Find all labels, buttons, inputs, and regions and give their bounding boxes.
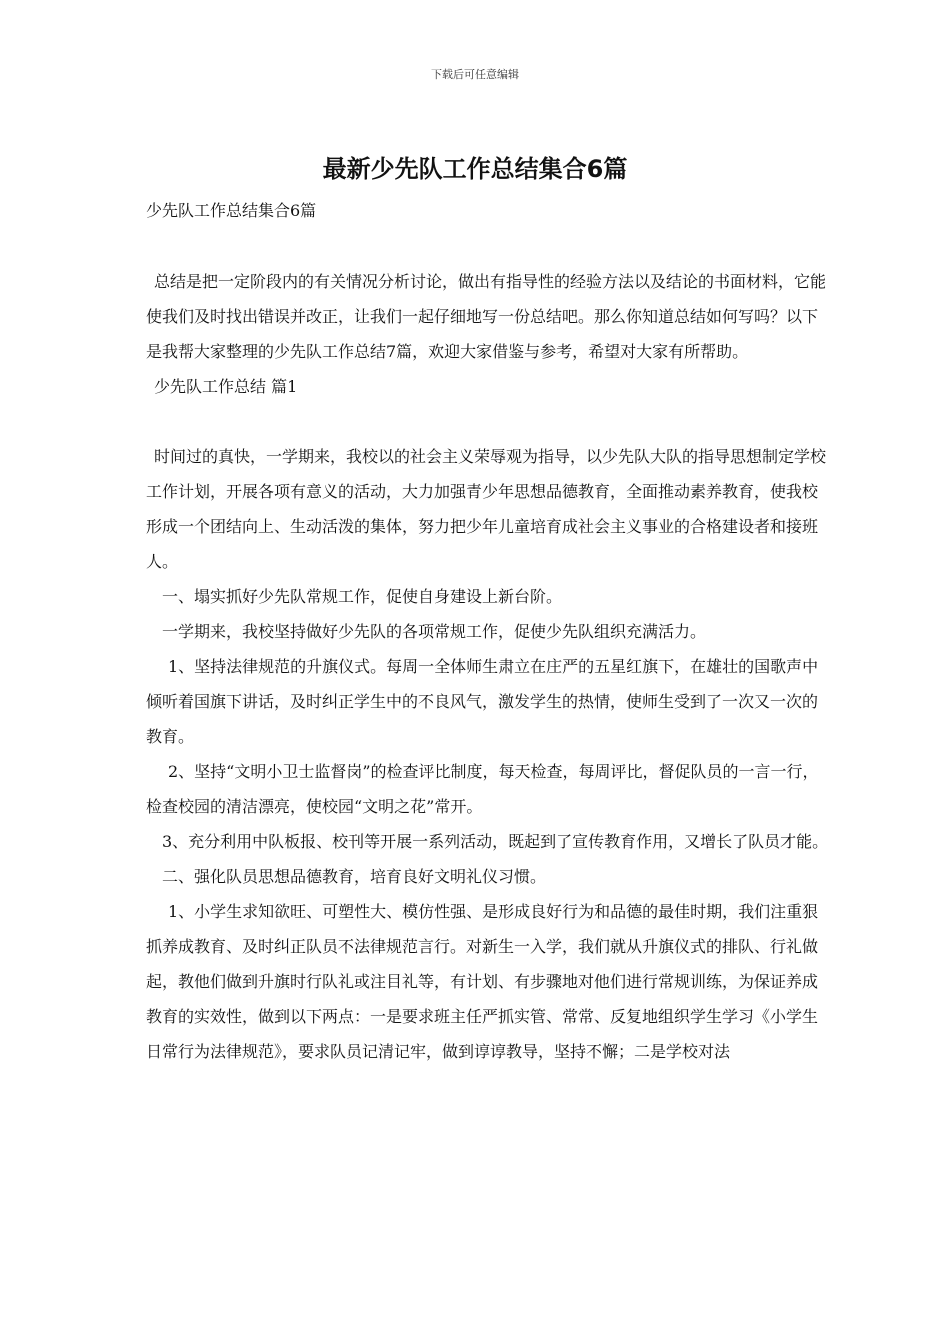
heading-section-one: 一、塌实抓好少先队常规工作，促使自身建设上新台阶。 (162, 587, 563, 606)
paragraph-overview: 时间过的真快，一学期来，我校以的社会主义荣辱观为指导，以少先队大队的指导思想制定学校工作计划，开展各项有意义的活动，大力加强青少年思想品德教育，全面推动素养教育，使我校形成一个团结向上、生动活泼的集体，努力把少年儿童培育成社会主义事业的合格建设者和接班人。 (146, 447, 827, 571)
paragraph-intro: 总结是把一定阶段内的有关情况分析讨论，做出有指导性的经验方法以及结论的书面材料，它能使我们及时找出错误并改正，让我们一起仔细地写一份总结吧。那么你知道总结如何写吗？以下是我帮大家整理的少先队工作总结7篇，欢迎大家借鉴与参考，希望对大家有所帮助。 (146, 272, 827, 361)
paragraph-item-2: 2、坚持“文明小卫士监督岗”的检查评比制度，每天检查，每周评比，督促队员的一言一行，检查校园的清洁漂亮，使校园“文明之花”常开。 (146, 762, 819, 816)
document-title: 最新少先队工作总结集合6篇 (322, 155, 628, 183)
document-body (146, 264, 830, 1069)
header-note: 下载后可任意编辑 (431, 68, 519, 81)
heading-section-two: 二、强化队员思想品德教育，培育良好文明礼仪习惯。 (162, 867, 547, 886)
paragraph-item-1: 1、坚持法律规范的升旗仪式。每周一全体师生肃立在庄严的五星红旗下，在雄壮的国歌声中倾听着国旗下讲话，及时纠正学生中的不良风气，激发学生的热情，使师生受到了一次又一次的教育。 (146, 657, 819, 746)
section-heading-part1: 少先队工作总结 篇1 (154, 377, 298, 396)
document-subtitle: 少先队工作总结集合6篇 (146, 201, 317, 220)
paragraph-item-3: 3、充分利用中队板报、校刊等开展一系列活动，既起到了宣传教育作用，又增长了队员才能。 (162, 832, 829, 851)
paragraph-section-two-item-1: 1、小学生求知欲旺、可塑性大、模仿性强、是形成良好行为和品德的最佳时期，我们注重狠抓养成教育、及时纠正队员不法律规范言行。对新生一入学，我们就从升旗仪式的排队、行礼做起，教他们做到升旗时行队礼或注目礼等，有计划、有步骤地对他们进行常规训练，为保证养成教育的实效性，做到以下两点：一是要求班主任严抓实管、常常、反复地组织学生学习《小学生日常行为法律规范》，要求队员记清记牢，做到谆谆教导，坚持不懈；二是学校对法 (146, 902, 819, 1061)
paragraph-section-one-intro: 一学期来，我校坚持做好少先队的各项常规工作，促使少先队组织充满活力。 (162, 622, 707, 641)
